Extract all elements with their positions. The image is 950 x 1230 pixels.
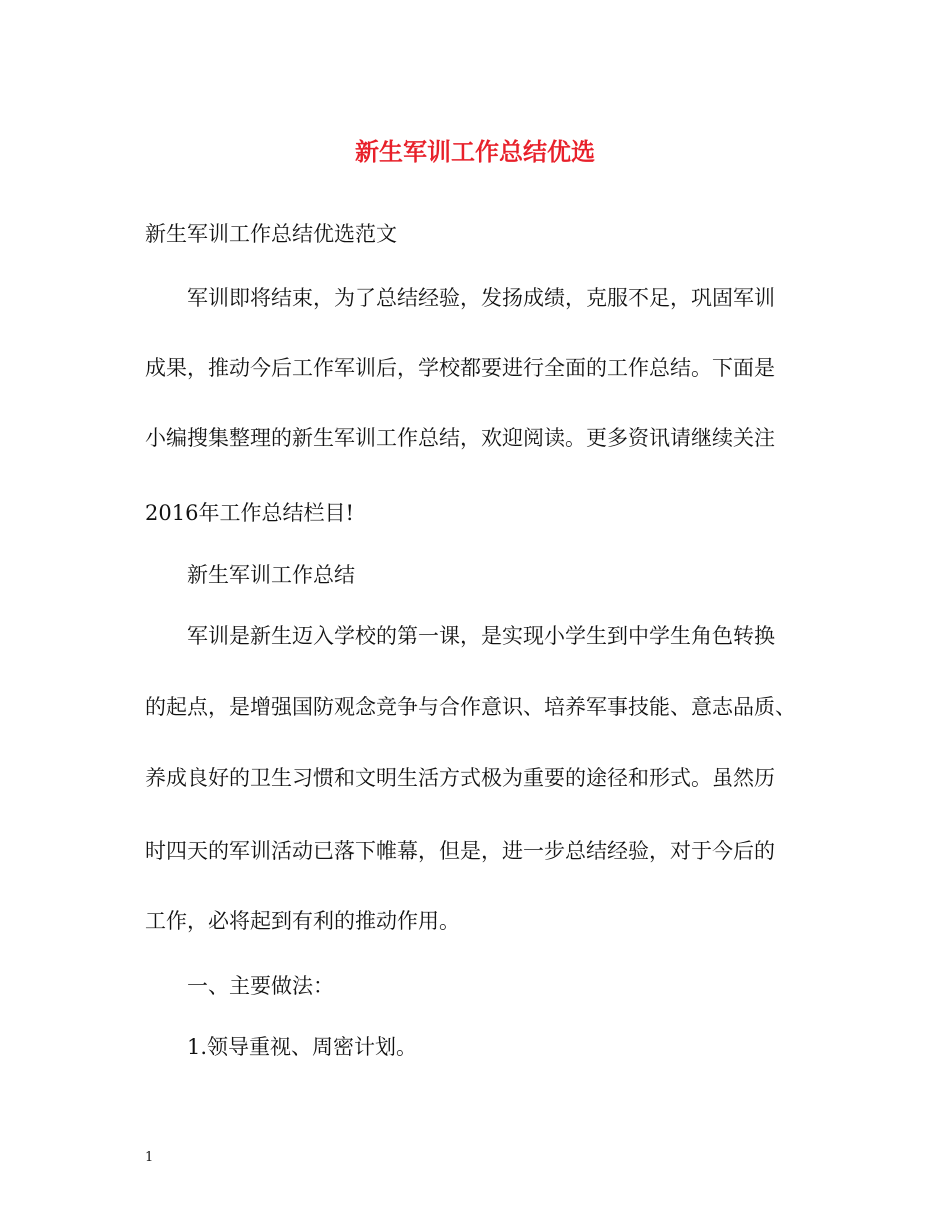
paragraph-line: 的起点，是增强国防观念竞争与合作意识、培养军事技能、意志品质、 (145, 695, 796, 719)
page-number: 1 (145, 1150, 154, 1165)
paragraph-line: 2016年工作总结栏目! (145, 501, 354, 525)
list-heading: 一、主要做法： (187, 974, 334, 998)
paragraph-line: 时四天的军训活动已落下帷幕，但是，进一步总结经验，对于今后的 (145, 839, 775, 863)
paragraph-line: 工作，必将起到有利的推动作用。 (145, 909, 460, 933)
list-item: 1.领导重视、周密计划。 (187, 1035, 418, 1059)
section-heading: 新生军训工作总结 (187, 563, 355, 587)
subtitle-line: 新生军训工作总结优选范文 (145, 222, 397, 246)
document-title: 新生军训工作总结优选 (355, 137, 595, 166)
paragraph-line: 军训即将结束，为了总结经验，发扬成绩，克服不足，巩固军训 (187, 286, 775, 310)
paragraph-line: 养成良好的卫生习惯和文明生活方式极为重要的途径和形式。虽然历 (145, 766, 775, 790)
paragraph-line: 成果，推动今后工作军训后，学校都要进行全面的工作总结。下面是 (145, 356, 775, 380)
paragraph-line: 小编搜集整理的新生军训工作总结，欢迎阅读。更多资讯请继续关注 (145, 426, 775, 450)
paragraph-line: 军训是新生迈入学校的第一课，是实现小学生到中学生角色转换 (187, 624, 775, 648)
